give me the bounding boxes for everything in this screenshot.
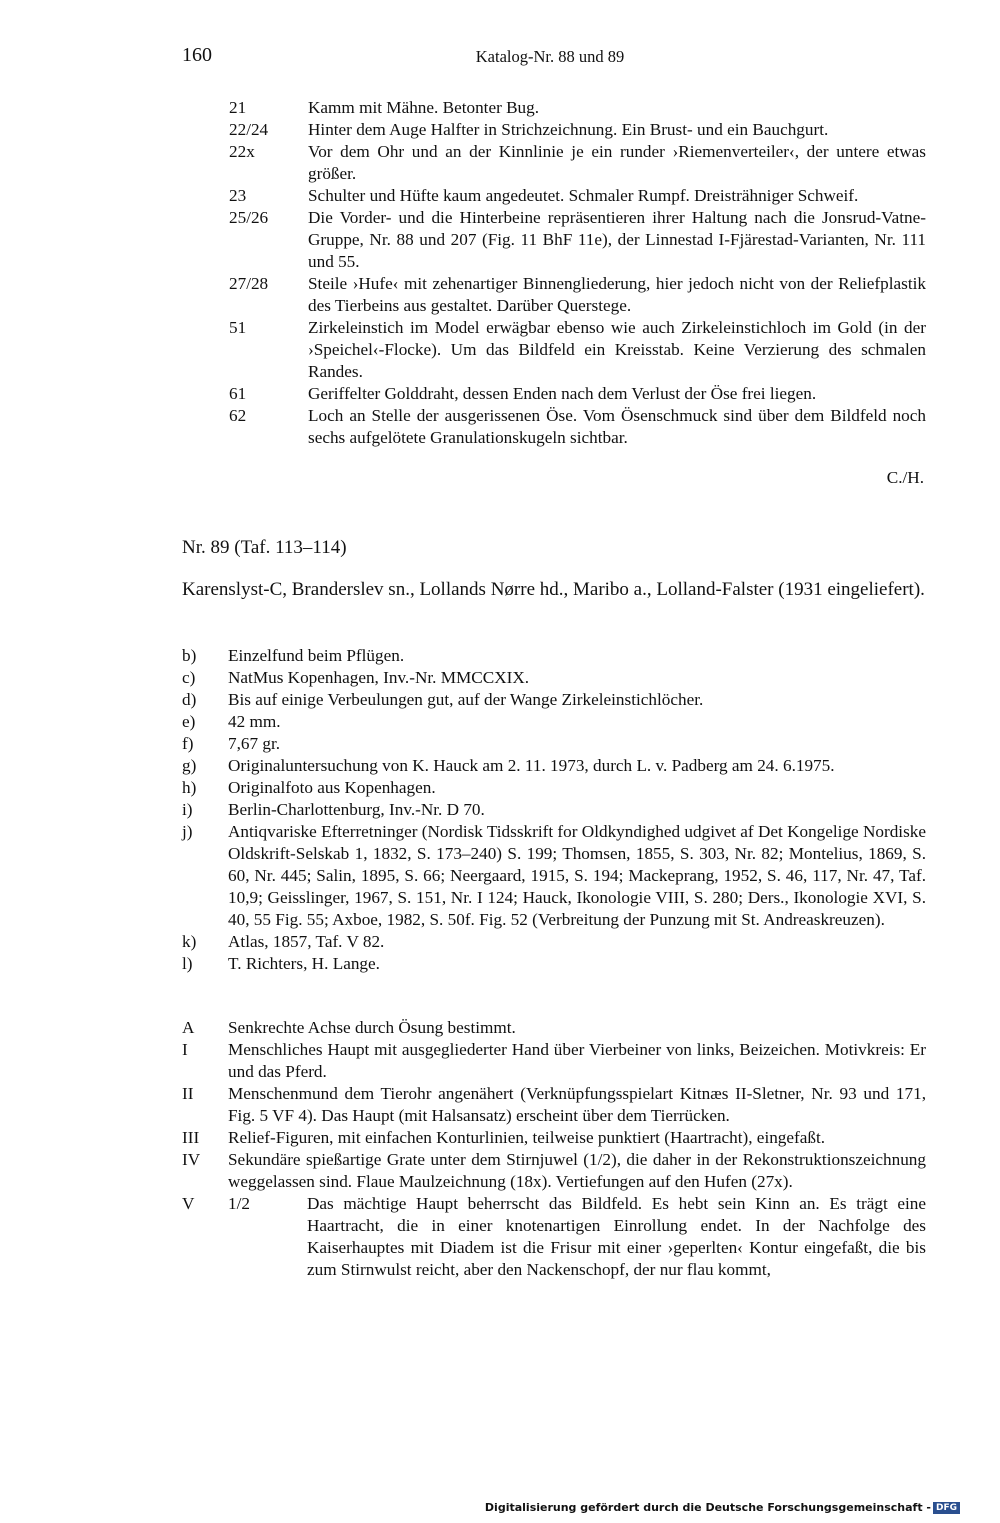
entry-title: Nr. 89 (Taf. 113–114) (182, 537, 347, 558)
attribute-text: 7,67 gr. (228, 734, 281, 753)
entry-location: Karenslyst-C, Branderslev sn., Lollands Nørre hd., Maribo a., Lolland-Falster (1931 eingeliefert). (182, 579, 925, 600)
attribute-text: Originalfoto aus Kopenhagen. (228, 778, 436, 797)
note-row (229, 273, 926, 317)
attribute-row (182, 799, 926, 821)
attribute-key: k) (182, 932, 197, 951)
section-row (182, 1127, 926, 1149)
section-key: II (182, 1084, 194, 1103)
attribute-row (182, 931, 926, 953)
section-text: Senkrechte Achse durch Ösung bestimmt. (228, 1018, 516, 1037)
note-key: 23 (229, 186, 247, 205)
note-text: Kamm mit Mähne. Betonter Bug. (308, 98, 540, 117)
section-row (182, 1017, 926, 1039)
attribute-row (182, 953, 926, 975)
footer-credit (485, 1501, 960, 1514)
attribute-row (182, 689, 926, 711)
attribute-row (182, 821, 926, 931)
section-list (182, 1017, 926, 1281)
note-text: Steile ›Hufe‹ mit zehenartiger Binnengliederung, hier jedoch nicht von der Reliefplastik des Tierbeins aus gestaltet. Darüber Querstege. (308, 274, 926, 315)
note-key: 22/24 (229, 120, 269, 139)
attribute-list (182, 645, 926, 975)
section-key: I (182, 1040, 188, 1059)
attribute-key: c) (182, 668, 196, 687)
note-row (229, 141, 926, 185)
attribute-row (182, 777, 926, 799)
attribute-row (182, 667, 926, 689)
attribute-row (182, 711, 926, 733)
note-row (229, 383, 926, 405)
section-text: Sekundäre spießartige Grate unter dem Stirnjuwel (1/2), die daher in der Rekonstruktionszeichnung weggelassen sind. Flaue Maulzeichnung (18x). Vertiefungen auf den Hufen (27x). (228, 1150, 926, 1191)
note-text: Vor dem Ohr und an der Kinnlinie je ein runder ›Riemenverteiler‹, der untere etwas größer. (308, 142, 926, 183)
note-key: 27/28 (229, 274, 269, 293)
note-row (229, 207, 926, 273)
attribute-row (182, 645, 926, 667)
dfg-logo-icon: DFG (933, 1502, 960, 1514)
note-row (229, 317, 926, 383)
attribute-key: j) (182, 822, 193, 841)
running-header: Katalog-Nr. 88 und 89 (475, 47, 625, 66)
note-row (229, 97, 926, 119)
attribute-key: e) (182, 712, 196, 731)
bibliography-text: Antiqvariske Efterretninger (Nordisk Tidsskrift for Oldkyndighed udgivet af Det Kongelige Nordiske Oldskrift-Selskab 1, 1832, S. 173–240) S. 199; Thomsen, 1855, S. 303, Nr. 82; Montelius, 1869, S. 60, Nr. 445; Salin, 1895, S. 66; Neergaard, 1915, S. 194; Mackeprang, 1952, S. 46, 117, Nr. 47, Taf. 10,9; Geisslinger, 1967, S. 151, Nr. I 124; Hauck, Ikonologie VIII, S. 280; Ders., Ikonologie XVI, S. 40, 55 Fig. 55; Axboe, 1982, S. 50f. Fig. 52 (Verbreitung der Punzung mit St. Andreaskreuzen). (228, 822, 926, 929)
attribute-key: g) (182, 756, 197, 775)
section-key: V (182, 1194, 195, 1213)
attribute-key: h) (182, 778, 197, 797)
section-row (182, 1039, 926, 1083)
attribute-text: NatMus Kopenhagen, Inv.-Nr. MMCCXIX. (228, 668, 530, 687)
attribute-key: d) (182, 690, 197, 709)
section-sub-key: 1/2 (228, 1194, 250, 1213)
attribute-text: Berlin-Charlottenburg, Inv.-Nr. D 70. (228, 800, 485, 819)
author-signature: C./H. (886, 468, 924, 487)
attribute-key: b) (182, 646, 197, 665)
attribute-row (182, 733, 926, 755)
section-key: III (182, 1128, 200, 1147)
note-text: Zirkeleinstich im Model erwägbar ebenso wie auch Zirkeleinstichloch im Gold (in der ›Speichel‹-Flocke). Um das Bildfeld ein Kreisstab. Keine Verzierung des schmalen Randes. (308, 318, 926, 381)
note-text: Hinter dem Auge Halfter in Strichzeichnung. Ein Brust- und ein Bauchgurt. (308, 120, 829, 139)
attribute-key: i) (182, 800, 193, 819)
note-key: 22x (229, 142, 255, 161)
attribute-text: T. Richters, H. Lange. (228, 954, 380, 973)
note-row (229, 405, 926, 449)
attribute-text: Originaluntersuchung von K. Hauck am 2. 11. 1973, durch L. v. Padberg am 24. 6.1975. (228, 756, 835, 775)
note-row (229, 119, 926, 141)
section-row (182, 1149, 926, 1193)
note-key: 51 (229, 318, 247, 337)
note-text: Loch an Stelle der ausgerissenen Öse. Vom Ösenschmuck sind über dem Bildfeld noch sechs aufgelötete Granulationskugeln sichtbar. (308, 406, 926, 447)
attribute-text: Atlas, 1857, Taf. V 82. (228, 932, 385, 951)
section-row (182, 1193, 926, 1281)
note-key: 21 (229, 98, 247, 117)
footer-credit-text: Digitalisierung gefördert durch die Deutsche Forschungsgemeinschaft - (484, 1501, 931, 1514)
attribute-text: Bis auf einige Verbeulungen gut, auf der Wange Zirkeleinstichlöcher. (228, 690, 704, 709)
note-list-88 (229, 97, 926, 449)
attribute-text: Einzelfund beim Pflügen. (228, 646, 405, 665)
note-row (229, 185, 926, 207)
note-text: Schulter und Hüfte kaum angedeutet. Schmaler Rumpf. Dreisträhniger Schweif. (308, 186, 859, 205)
note-key: 61 (229, 384, 247, 403)
note-text: Die Vorder- und die Hinterbeine repräsentieren ihrer Haltung nach die Jonsrud-Vatne-Gruppe, Nr. 88 und 207 (Fig. 11 BhF 11e), der Linnestad I-Fjärestad-Varianten, Nr. 111 und 55. (308, 208, 926, 271)
section-row (182, 1083, 926, 1127)
section-text: Menschenmund dem Tierohr angenähert (Verknüpfungsspielart Kitnæs II-Sletner, Nr. 93 und 171, Fig. 5 VF 4). Das Haupt (mit Halsansatz) erscheint über dem Tierrücken. (228, 1084, 926, 1125)
section-text: Das mächtige Haupt beherrscht das Bildfeld. Es hebt sein Kinn an. Es trägt eine Haartracht, die in einer knotenartigen Einrollung endet. In der Nachfolge des Kaiserhauptes mit Diadem ist die Frisur mit einer ›geperlten‹ Kontur eingefaßt, die bis zum Stirnwulst reicht, aber den Nackenschopf, der nur flau kommt, (307, 1194, 926, 1279)
note-key: 25/26 (229, 208, 269, 227)
attribute-row (182, 755, 926, 777)
attribute-text: 42 mm. (228, 712, 281, 731)
section-key: A (182, 1018, 195, 1037)
note-key: 62 (229, 406, 247, 425)
section-key: IV (182, 1150, 201, 1169)
attribute-key: l) (182, 954, 193, 973)
note-text: Geriffelter Golddraht, dessen Enden nach dem Verlust der Öse frei liegen. (308, 384, 817, 403)
page-number: 160 (182, 44, 212, 66)
section-text: Relief-Figuren, mit einfachen Konturlinien, teilweise punktiert (Haartracht), eingefaßt. (228, 1128, 826, 1147)
section-text: Menschliches Haupt mit ausgegliederter Hand über Vierbeiner von links, Beizeichen. Motivkreis: Er und das Pferd. (228, 1040, 926, 1081)
attribute-key: f) (182, 734, 194, 753)
